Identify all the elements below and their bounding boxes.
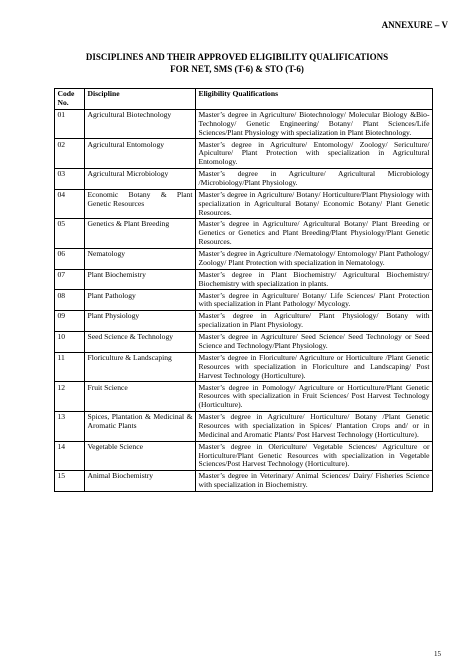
header-code: Code No. — [55, 89, 85, 110]
table-row — [55, 411, 433, 441]
discipline-cell: Vegetable Science — [85, 441, 196, 471]
qualification-cell: Master’s degree in Olericulture/ Vegetable Sciences/ Agriculture or Horticulture/Plant Genetic Resources with specialization in Vegetable Sciences/Post Harvest Technology (Horticulture). — [196, 441, 433, 471]
discipline-cell: Spices, Plantation & Medicinal & Aromatic Plants — [85, 411, 196, 441]
discipline-cell: Seed Science & Technology — [85, 332, 196, 353]
code-cell: 07 — [55, 269, 85, 290]
qualification-cell: Master’s degree in Floriculture/ Agriculture or Horticulture /Plant Genetic Resources with specialization in Floriculture and Landscaping/ Post Harvest Technology (Horticulture). — [196, 352, 433, 382]
qualification-cell: Master’s degree in Agriculture/ Botany/ Horticulture/Plant Physiology with specialization in Agricultural Botany/ Economic Botany/ Plant Genetic Resources. — [196, 189, 433, 219]
header-qualifications: Eligibility Qualifications — [196, 89, 433, 110]
code-cell: 11 — [55, 352, 85, 382]
discipline-cell: Plant Pathology — [85, 290, 196, 311]
table-row — [55, 248, 433, 269]
code-cell: 10 — [55, 332, 85, 353]
code-cell: 13 — [55, 411, 85, 441]
qualification-cell: Master’s degree in Agriculture/ Horticulture/ Botany /Plant Genetic Resources with specialization in Spices/ Plantation Crops and/ or in Medicinal and Aromatic Plants/ Post Harvest Technology (Horticulture). — [196, 411, 433, 441]
discipline-cell: Nematology — [85, 248, 196, 269]
code-cell: 06 — [55, 248, 85, 269]
table-row — [55, 382, 433, 412]
table-row — [55, 168, 433, 189]
discipline-cell: Agricultural Microbiology — [85, 168, 196, 189]
table-row — [55, 471, 433, 492]
code-cell: 08 — [55, 290, 85, 311]
table-row — [55, 189, 433, 219]
page-subtitle: FOR NET, SMS (T-6) & STO (T-6) — [170, 64, 304, 74]
qualification-cell: Master’s degree in Plant Biochemistry/ Agricultural Biochemistry/ Biochemistry with specialization in plants. — [196, 269, 433, 290]
table-row — [55, 219, 433, 249]
code-cell: 12 — [55, 382, 85, 412]
table-row — [55, 269, 433, 290]
table-row — [55, 109, 433, 139]
table-row — [55, 311, 433, 332]
table-row — [55, 290, 433, 311]
table-row — [55, 139, 433, 169]
annexure-label: ANNEXURE – V — [381, 20, 448, 30]
page-title: DISCIPLINES AND THEIR APPROVED ELIGIBILITY QUALIFICATIONS — [85, 52, 389, 62]
qualification-cell: Master’s degree in Pomology/ Agriculture or Horticulture/Plant Genetic Resources with specialization in Fruit Sciences/ Post Harvest Technology (Horticulture). — [196, 382, 433, 412]
qualification-cell: Master’s degree in Agriculture/ Agricultural Botany/ Plant Breeding or Genetics or Genetics and Plant Breeding/Plant Physiology/Plant Genetic Resources. — [196, 219, 433, 249]
code-cell: 15 — [55, 471, 85, 492]
discipline-cell: Floriculture & Landscaping — [85, 352, 196, 382]
table-row — [55, 352, 433, 382]
qualification-cell: Master’s degree in Agriculture/ Seed Science/ Seed Technology or Seed Science and Technology/Plant Physiology. — [196, 332, 433, 353]
discipline-cell: Animal Biochemistry — [85, 471, 196, 492]
qualification-cell: Master’s degree in Agriculture/ Biotechnology/ Molecular Biology &Bio-Technology/ Genetic Engineering/ Botany/ Plant Sciences/Life Sciences/Plant Physiology with specialization in Plant Biotechnology. — [196, 109, 433, 139]
table-header-row — [55, 89, 433, 110]
code-cell: 05 — [55, 219, 85, 249]
table-row — [55, 332, 433, 353]
code-cell: 01 — [55, 109, 85, 139]
qualification-cell: Master’s degree in Agriculture /Nematology/ Entomology/ Plant Pathology/ Zoology/ Plant Protection with specialization in Nematology. — [196, 248, 433, 269]
discipline-cell: Genetics & Plant Breeding — [85, 219, 196, 249]
code-cell: 02 — [55, 139, 85, 169]
qualification-cell: Master’s degree in Agriculture/ Plant Physiology/ Botany with specialization in Plant Physiology. — [196, 311, 433, 332]
code-cell: 03 — [55, 168, 85, 189]
code-cell: 04 — [55, 189, 85, 219]
header-discipline: Discipline — [85, 89, 196, 110]
qualification-cell: Master’s degree in Agriculture/ Entomology/ Zoology/ Sericulture/ Apiculture/ Plant Protection with specialization in Agricultural Entomology. — [196, 139, 433, 169]
discipline-cell: Plant Physiology — [85, 311, 196, 332]
discipline-cell: Agricultural Biotechnology — [85, 109, 196, 139]
eligibility-table — [54, 88, 433, 492]
discipline-cell: Fruit Science — [85, 382, 196, 412]
discipline-cell: Agricultural Entomology — [85, 139, 196, 169]
table-row — [55, 441, 433, 471]
qualification-cell: Master’s degree in Agriculture/ Botany/ Life Sciences/ Plant Protection with specialization in Plant Pathology/ Mycology. — [196, 290, 433, 311]
code-cell: 09 — [55, 311, 85, 332]
qualification-cell: Master’s degree in Veterinary/ Animal Sciences/ Dairy/ Fisheries Science with specialization in Biochemistry. — [196, 471, 433, 492]
discipline-cell: Economic Botany & Plant Genetic Resources — [85, 189, 196, 219]
discipline-cell: Plant Biochemistry — [85, 269, 196, 290]
page-number: 15 — [434, 650, 441, 658]
qualification-cell: Master’s degree in Agriculture/ Agricultural Microbiology /Microbiology/Plant Physiology. — [196, 168, 433, 189]
code-cell: 14 — [55, 441, 85, 471]
